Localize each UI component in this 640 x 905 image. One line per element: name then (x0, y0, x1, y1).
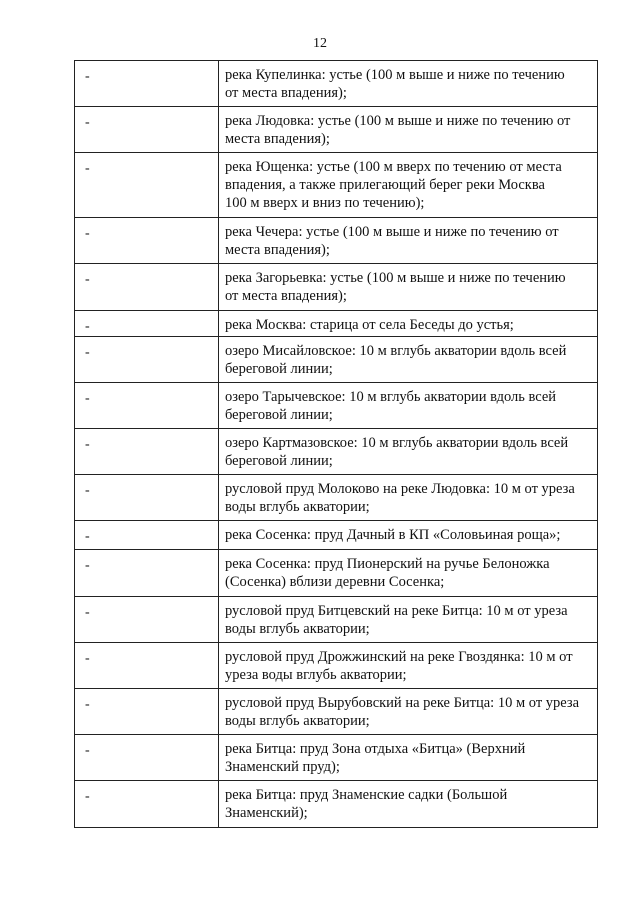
entry-text: река Загорьевка: устье (100 м выше и ниже по течению от места впадения); (225, 270, 566, 304)
entry-cell (219, 107, 598, 153)
entry-cell (219, 264, 598, 311)
page-number: 12 (313, 36, 327, 51)
marker-cell (75, 337, 219, 383)
entry-cell (219, 781, 598, 828)
row-dash: - (85, 345, 90, 360)
entry-text: русловой пруд Молоково на реке Людовка: 10 м от уреза воды вглубь акватории; (225, 481, 575, 515)
table-row (75, 153, 598, 218)
marker-cell (75, 383, 219, 429)
table-row (75, 597, 598, 643)
row-dash: - (85, 743, 90, 758)
entry-text: река Ющенка: устье (100 м вверх по течению от места впадения, а также прилегающий берег реки Москва 100 м вверх и вниз по течению); (225, 159, 562, 211)
table-row (75, 61, 598, 107)
table-row (75, 550, 598, 597)
marker-cell (75, 689, 219, 735)
marker-cell (75, 475, 219, 521)
entry-text: река Купелинка: устье (100 м выше и ниже по течению от места впадения); (225, 67, 565, 101)
entry-text: река Чечера: устье (100 м выше и ниже по течению от места впадения); (225, 224, 559, 258)
row-dash: - (85, 697, 90, 712)
entry-cell (219, 337, 598, 383)
marker-cell (75, 735, 219, 781)
row-dash: - (85, 391, 90, 406)
marker-cell (75, 429, 219, 475)
marker-cell (75, 781, 219, 828)
entry-text: русловой пруд Вырубовский на реке Битца: 10 м от уреза воды вглубь акватории; (225, 695, 580, 729)
table-row (75, 735, 598, 781)
row-dash: - (85, 529, 90, 544)
row-dash: - (85, 483, 90, 498)
table-row (75, 383, 598, 429)
table-row (75, 643, 598, 689)
row-dash: - (85, 226, 90, 241)
water-objects-table (74, 60, 598, 828)
entry-cell (219, 429, 598, 475)
row-dash: - (85, 605, 90, 620)
entry-text: река Москва: старица от села Беседы до устья; (225, 317, 514, 333)
entry-cell (219, 735, 598, 781)
row-dash: - (85, 558, 90, 573)
marker-cell (75, 597, 219, 643)
marker-cell (75, 521, 219, 550)
marker-cell (75, 218, 219, 264)
marker-cell (75, 61, 219, 107)
entry-text: озеро Картмазовское: 10 м вглубь акватории вдоль всей береговой линии; (225, 435, 569, 469)
marker-cell (75, 153, 219, 218)
table-row (75, 218, 598, 264)
table-row (75, 781, 598, 828)
marker-cell (75, 264, 219, 311)
table-row (75, 107, 598, 153)
entry-cell (219, 311, 598, 337)
entry-text: русловой пруд Битцевский на реке Битца: 10 м от уреза воды вглубь акватории; (225, 603, 568, 637)
row-dash: - (85, 161, 90, 176)
entry-text: река Сосенка: пруд Дачный в КП «Соловьиная роща»; (225, 527, 561, 543)
table-row (75, 264, 598, 311)
entry-cell (219, 475, 598, 521)
entry-text: река Сосенка: пруд Пионерский на ручье Белоножка (Сосенка) вблизи деревни Сосенка; (225, 556, 550, 590)
entry-cell (219, 153, 598, 218)
entry-cell (219, 689, 598, 735)
entry-text: река Битца: пруд Знаменские садки (Большой Знаменский); (225, 787, 508, 821)
entry-cell (219, 550, 598, 597)
entry-cell (219, 218, 598, 264)
table-row (75, 521, 598, 550)
table-row (75, 429, 598, 475)
table-row (75, 475, 598, 521)
table-row (75, 689, 598, 735)
row-dash: - (85, 437, 90, 452)
entry-text: река Людовка: устье (100 м выше и ниже по течению от места впадения); (225, 113, 571, 147)
row-dash: - (85, 789, 90, 804)
entry-text: река Битца: пруд Зона отдыха «Битца» (Верхний Знаменский пруд); (225, 741, 526, 775)
entry-cell (219, 61, 598, 107)
entry-cell (219, 643, 598, 689)
marker-cell (75, 550, 219, 597)
entry-cell (219, 521, 598, 550)
row-dash: - (85, 272, 90, 287)
entry-text: озеро Мисайловское: 10 м вглубь акватории вдоль всей береговой линии; (225, 343, 567, 377)
row-dash: - (85, 651, 90, 666)
table-body (75, 61, 598, 828)
entry-cell (219, 597, 598, 643)
table-row (75, 311, 598, 337)
marker-cell (75, 107, 219, 153)
entry-cell (219, 383, 598, 429)
table-row (75, 337, 598, 383)
row-dash: - (85, 319, 90, 334)
marker-cell (75, 311, 219, 337)
entry-text: озеро Тарычевское: 10 м вглубь акватории вдоль всей береговой линии; (225, 389, 557, 423)
marker-cell (75, 643, 219, 689)
entry-text: русловой пруд Дрожжинский на реке Гвоздянка: 10 м от уреза воды вглубь акватории; (225, 649, 573, 683)
row-dash: - (85, 115, 90, 130)
row-dash: - (85, 69, 90, 84)
